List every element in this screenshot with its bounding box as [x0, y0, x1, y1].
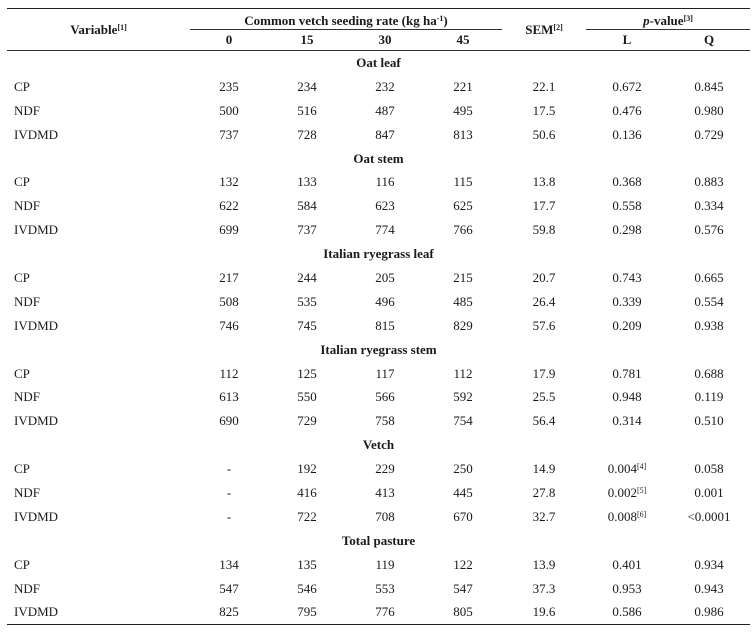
header-rate-30: 30 — [378, 32, 392, 47]
cell-sem: 14.9 — [532, 461, 556, 477]
cell-p-quadratic: 0.943 — [694, 580, 724, 596]
cell-value: 728 — [297, 126, 317, 142]
row-variable: IVDMD — [14, 604, 59, 620]
cell-value: 125 — [297, 365, 317, 381]
cell-value: 829 — [453, 317, 473, 333]
cell-value: 116 — [375, 174, 395, 190]
cell-p-quadratic: 0.729 — [694, 126, 724, 142]
cell-p-linear: 0.209 — [612, 317, 642, 333]
cell-value: 487 — [375, 102, 395, 118]
cell-sem: 13.8 — [532, 174, 556, 190]
row-variable: IVDMD — [14, 222, 59, 238]
cell-p-quadratic: 0.001 — [694, 484, 724, 500]
row-variable: CP — [14, 174, 30, 190]
table-row — [7, 75, 750, 99]
cell-sem: 13.9 — [532, 556, 556, 572]
cell-value: 117 — [375, 365, 395, 381]
section-title: Oat stem — [353, 150, 404, 166]
cell-sem: 59.8 — [532, 222, 556, 238]
row-variable: IVDMD — [14, 126, 59, 142]
cell-value: 613 — [219, 389, 239, 405]
cell-sem: 17.9 — [532, 365, 556, 381]
table-row — [7, 218, 750, 242]
cell-value: 215 — [453, 269, 473, 285]
cell-p-quadratic: 0.510 — [694, 413, 724, 429]
cell-value: 584 — [297, 198, 317, 214]
cell-p-linear: 0.008[6] — [607, 508, 647, 524]
cell-value: 825 — [219, 604, 239, 620]
cell-p-quadratic: 0.986 — [694, 604, 724, 620]
section-row — [7, 147, 750, 171]
cell-value: - — [226, 461, 232, 477]
row-variable: IVDMD — [14, 317, 59, 333]
cell-value: 234 — [297, 78, 317, 94]
row-variable: NDF — [14, 198, 41, 214]
row-variable: CP — [14, 269, 30, 285]
cell-value: 622 — [219, 198, 239, 214]
cell-sem: 17.7 — [532, 198, 556, 214]
cell-value: 795 — [297, 604, 317, 620]
cell-value: 553 — [375, 580, 395, 596]
cell-p-quadratic: 0.934 — [694, 556, 724, 572]
cell-value: 132 — [219, 174, 239, 190]
cell-value: 708 — [375, 508, 395, 524]
cell-sem: 27.8 — [532, 484, 556, 500]
table-row — [7, 481, 750, 505]
cell-sem: 25.5 — [532, 389, 556, 405]
cell-value: 122 — [453, 556, 473, 572]
cell-value: 516 — [297, 102, 317, 118]
header-q: Q — [703, 32, 715, 47]
row-variable: NDF — [14, 293, 41, 309]
cell-value: 235 — [219, 78, 239, 94]
cell-p-linear: 0.586 — [612, 604, 642, 620]
cell-value: 217 — [219, 269, 239, 285]
cell-value: 623 — [375, 198, 395, 214]
cell-value: 485 — [453, 293, 473, 309]
cell-value: 805 — [453, 604, 473, 620]
table-row — [7, 385, 750, 409]
table-row — [7, 553, 750, 577]
cell-value: 776 — [375, 604, 395, 620]
cell-p-quadratic: 0.119 — [694, 389, 724, 405]
row-variable: NDF — [14, 484, 41, 500]
cell-value: 625 — [453, 198, 473, 214]
table-row — [7, 577, 750, 601]
cell-value: 135 — [297, 556, 317, 572]
table-row — [7, 290, 750, 314]
cell-sem: 37.3 — [532, 580, 556, 596]
cell-p-linear: 0.743 — [612, 269, 642, 285]
header-sem: SEM[2] — [525, 21, 563, 37]
section-title: Italian ryegrass leaf — [323, 246, 434, 262]
cell-p-quadratic: 0.058 — [694, 461, 724, 477]
cell-value: 535 — [297, 293, 317, 309]
cell-p-linear: 0.476 — [612, 102, 642, 118]
header-pvalue: p-value[3] — [586, 9, 750, 30]
cell-p-quadratic: 0.688 — [694, 365, 724, 381]
cell-value: 815 — [375, 317, 395, 333]
cell-p-linear: 0.672 — [612, 78, 642, 94]
cell-p-quadratic: 0.665 — [694, 269, 724, 285]
cell-sem: 22.1 — [532, 78, 556, 94]
cell-value: - — [226, 508, 232, 524]
cell-value: 592 — [453, 389, 473, 405]
cell-value: 244 — [297, 269, 317, 285]
cell-p-linear: 0.004[4] — [607, 461, 647, 477]
cell-value: 496 — [375, 293, 395, 309]
row-variable: NDF — [14, 389, 41, 405]
cell-p-quadratic: 0.334 — [694, 198, 724, 214]
cell-value: 722 — [297, 508, 317, 524]
cell-value: 547 — [219, 580, 239, 596]
cell-p-linear: 0.368 — [612, 174, 642, 190]
row-variable: NDF — [14, 580, 41, 596]
cell-value: 699 — [219, 222, 239, 238]
cell-value: 746 — [219, 317, 239, 333]
table-row — [7, 409, 750, 433]
caption-fragment — [0, 0, 60, 2]
cell-value: - — [226, 484, 232, 500]
table-row — [7, 99, 750, 123]
cell-p-linear: 0.298 — [612, 222, 642, 238]
cell-sem: 50.6 — [532, 126, 556, 142]
cell-value: 737 — [219, 126, 239, 142]
header-rate-45: 45 — [456, 32, 470, 47]
row-variable: CP — [14, 78, 30, 94]
cell-p-linear: 0.558 — [612, 198, 642, 214]
cell-value: 416 — [297, 484, 317, 500]
table-row — [7, 457, 750, 481]
cell-value: 445 — [453, 484, 473, 500]
table-body — [7, 51, 750, 625]
section-title: Vetch — [362, 437, 395, 453]
cell-p-quadratic: 0.883 — [694, 174, 724, 190]
table-row — [7, 266, 750, 290]
cell-sem: 32.7 — [532, 508, 556, 524]
cell-value: 546 — [297, 580, 317, 596]
cell-value: 134 — [219, 556, 239, 572]
cell-value: 774 — [375, 222, 395, 238]
cell-value: 119 — [375, 556, 395, 572]
cell-value: 229 — [375, 461, 395, 477]
cell-p-quadratic: 0.554 — [694, 293, 724, 309]
cell-p-quadratic: 0.938 — [694, 317, 724, 333]
cell-value: 112 — [219, 365, 239, 381]
header-variable: Variable[1] — [70, 21, 127, 37]
cell-sem: 17.5 — [532, 102, 556, 118]
cell-p-linear: 0.339 — [612, 293, 642, 309]
header-seeding-rate: Common vetch seeding rate (kg $ha^{-1}$) — [190, 9, 502, 30]
cell-value: 115 — [453, 174, 473, 190]
section-row — [7, 433, 750, 457]
cell-p-linear: 0.002[5] — [607, 484, 647, 500]
table-row — [7, 505, 750, 529]
cell-value: 413 — [375, 484, 395, 500]
cell-p-linear: 0.136 — [612, 126, 642, 142]
table-header — [7, 9, 750, 51]
cell-value: 766 — [453, 222, 473, 238]
data-table — [7, 8, 750, 625]
cell-p-linear: 0.953 — [612, 580, 642, 596]
row-variable: NDF — [14, 102, 41, 118]
cell-value: 547 — [453, 580, 473, 596]
cell-value: 737 — [297, 222, 317, 238]
cell-value: 729 — [297, 413, 317, 429]
section-row — [7, 529, 750, 553]
row-variable: IVDMD — [14, 508, 59, 524]
table-row — [7, 170, 750, 194]
cell-p-linear: 0.781 — [612, 365, 642, 381]
cell-value: 566 — [375, 389, 395, 405]
cell-sem: 20.7 — [532, 269, 556, 285]
cell-sem: 26.4 — [532, 293, 556, 309]
row-variable: CP — [14, 365, 30, 381]
cell-value: 508 — [219, 293, 239, 309]
cell-value: 690 — [219, 413, 239, 429]
cell-value: 221 — [453, 78, 473, 94]
cell-value: 232 — [375, 78, 395, 94]
table-row — [7, 600, 750, 624]
table-row — [7, 194, 750, 218]
cell-value: 670 — [453, 508, 473, 524]
cell-p-linear: 0.401 — [612, 556, 642, 572]
cell-value: 758 — [375, 413, 395, 429]
cell-value: 112 — [453, 365, 473, 381]
cell-value: 500 — [219, 102, 239, 118]
cell-value: 133 — [297, 174, 317, 190]
header-rate-15: 15 — [300, 32, 314, 47]
table-row — [7, 314, 750, 338]
header-rate-0: 0 — [225, 32, 233, 47]
section-title: Oat leaf — [356, 54, 401, 70]
cell-p-quadratic: 0.576 — [694, 222, 724, 238]
cell-p-quadratic: <0.0001 — [687, 508, 731, 524]
cell-value: 250 — [453, 461, 473, 477]
cell-value: 745 — [297, 317, 317, 333]
row-variable: CP — [14, 461, 30, 477]
row-variable: CP — [14, 556, 30, 572]
cell-sem: 19.6 — [532, 604, 556, 620]
cell-p-quadratic: 0.845 — [694, 78, 724, 94]
cell-p-linear: 0.948 — [612, 389, 642, 405]
cell-p-linear: 0.314 — [612, 413, 642, 429]
cell-p-quadratic: 0.980 — [694, 102, 724, 118]
section-title: Italian ryegrass stem — [320, 341, 437, 357]
cell-value: 754 — [453, 413, 473, 429]
cell-sem: 57.6 — [532, 317, 556, 333]
section-row — [7, 338, 750, 362]
row-variable: IVDMD — [14, 413, 59, 429]
cell-value: 813 — [453, 126, 473, 142]
cell-value: 550 — [297, 389, 317, 405]
table-row — [7, 362, 750, 386]
cell-value: 847 — [375, 126, 395, 142]
cell-value: 205 — [375, 269, 395, 285]
table-row — [7, 123, 750, 147]
cell-value: 495 — [453, 102, 473, 118]
header-l: L — [622, 32, 632, 47]
section-title: Total pasture — [341, 532, 416, 548]
section-row — [7, 51, 750, 75]
section-row — [7, 242, 750, 266]
cell-sem: 56.4 — [532, 413, 556, 429]
cell-value: 192 — [297, 461, 317, 477]
